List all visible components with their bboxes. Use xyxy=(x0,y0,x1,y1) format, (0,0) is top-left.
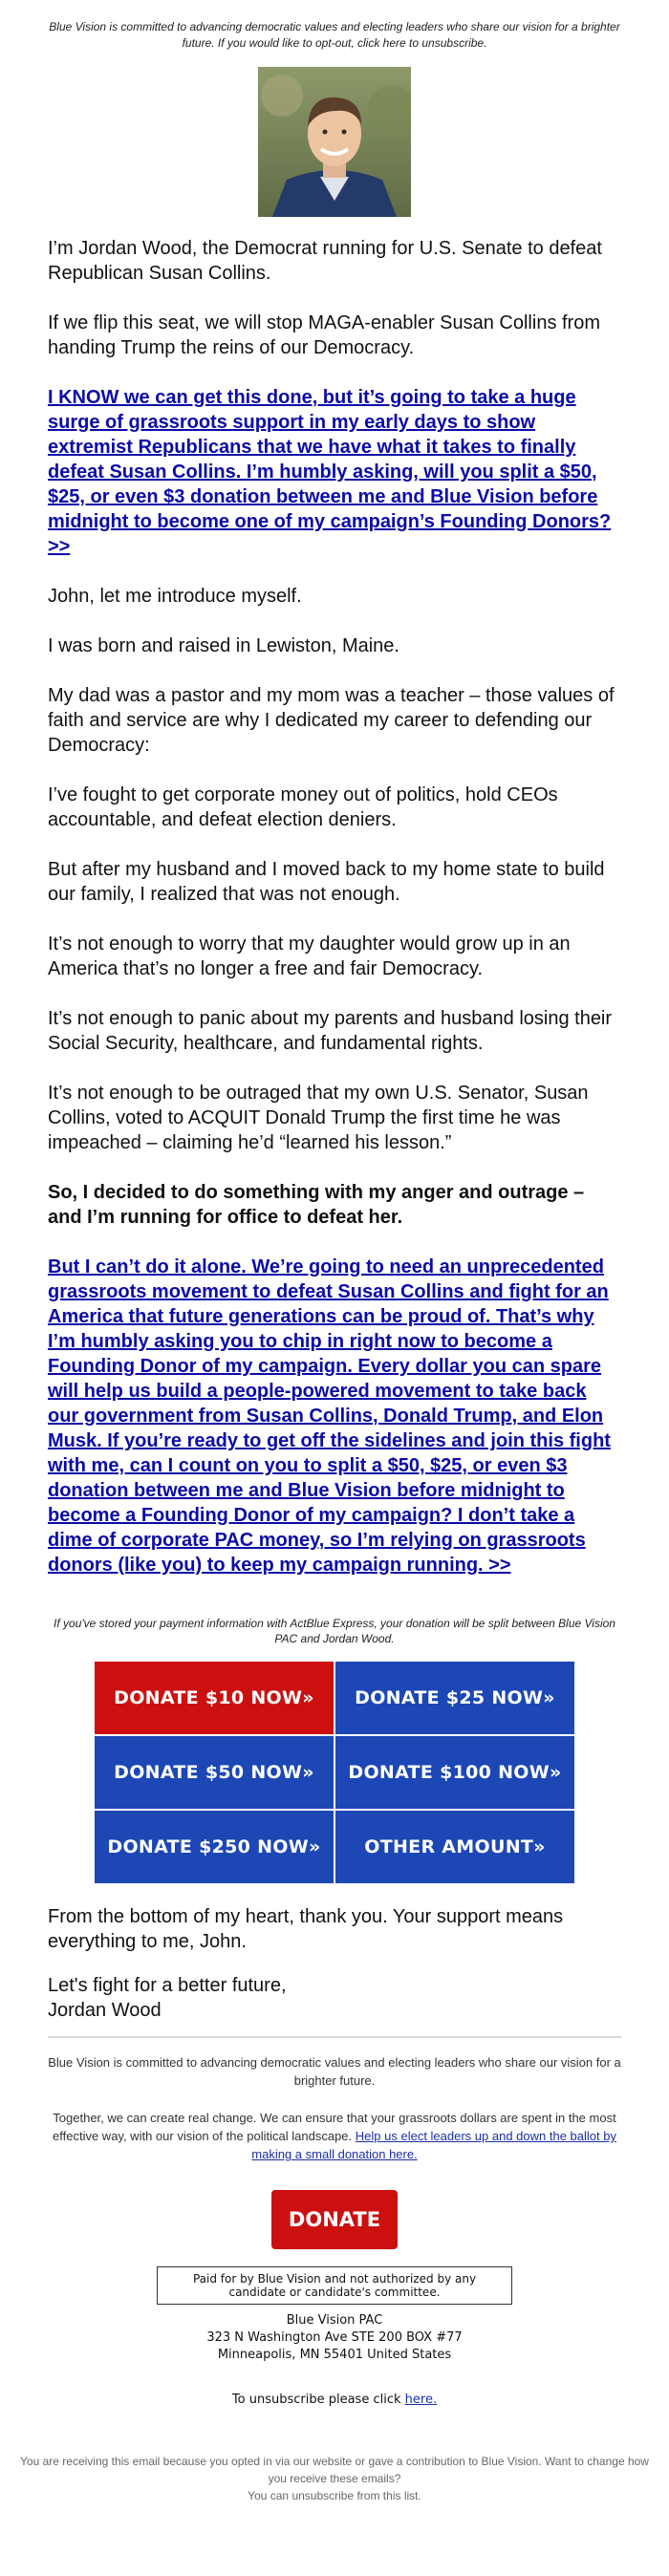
footer-mission: Blue Vision is committed to advancing democratic values and electing leaders who share our vision for a brighter future. xyxy=(48,2055,621,2088)
footer-together-text: Together, we can create real change. We can ensure that your grassroots dollars are spent in the most effective way, with our vision of the political landscape. xyxy=(53,2111,616,2143)
family-paragraph: My dad was a pastor and my mom was a teacher – those values of faith and service are why I dedicated my career to defending our Democracy: xyxy=(48,685,615,756)
introduce-paragraph: John, let me introduce myself. xyxy=(48,586,302,607)
unsubscribe-text: To unsubscribe please click xyxy=(231,2393,401,2407)
candidate-portrait xyxy=(258,67,411,217)
signoff xyxy=(48,1973,621,2023)
flip-seat-paragraph: If we flip this seat, we will stop MAGA-enabler Susan Collins from handing Trump the reins of our Democracy. xyxy=(48,312,600,358)
hometown-paragraph: I was born and raised in Lewiston, Maine. xyxy=(48,635,399,656)
message-content xyxy=(48,236,621,1578)
address-line-2: Minneapolis, MN 55401 United States xyxy=(217,2348,452,2362)
unsubscribe-link[interactable]: here. xyxy=(404,2393,438,2407)
signoff-line: Let's fight for a better future, xyxy=(48,1975,287,1996)
donate-250-button[interactable]: DONATE $250 NOW» xyxy=(95,1811,334,1883)
parents-paragraph: It’s not enough to panic about my parents and husband losing their Social Security, healthcare, and fundamental rights. xyxy=(48,1008,613,1054)
donate-other-amount-button[interactable]: OTHER AMOUNT» xyxy=(335,1811,574,1883)
address-line-1: 323 N Washington Ave STE 200 BOX #77 xyxy=(206,2330,463,2345)
receiving-notice xyxy=(10,2453,659,2504)
org-address xyxy=(48,2312,621,2364)
donate-100-button[interactable]: DONATE $100 NOW» xyxy=(335,1736,574,1809)
founding-donor-appeal xyxy=(48,385,621,559)
running-paragraph: So, I decided to do something with my anger and outrage – and I’m running for office to defeat her. xyxy=(48,1182,585,1228)
intro-paragraph: I’m Jordan Wood, the Democrat running for U.S. Senate to defeat Republican Susan Collins. xyxy=(48,238,602,284)
career-paragraph: I’ve fought to get corporate money out of politics, hold CEOs accountable, and defeat election deniers. xyxy=(48,784,558,830)
grassroots-donate-link[interactable]: But I can’t do it alone. We’re going to need an unprecedented grassroots movement to defeat Susan Collins and fight for an America that future generations can be proud of. That’s why I’m humbly asking you to chip in right now to become a Founding Donor of my campaign. Every dollar you can spare will help us build a people-powered movement to take back our government from Susan Collins, Donald Trump, and Elon Musk. If you’re ready to get off the sidelines and join this fight with me, can I count on you to split a $50, $25, or even $3 donation between me and Blue Vision before midnight to become a Founding Donor of my campaign? I don’t take a dime of corporate PAC money, so I’m relying on grassroots donors (like you) to keep my campaign running. >> xyxy=(48,1256,611,1576)
paid-for-disclaimer: Paid for by Blue Vision and not authorized by any candidate or candidate's committee. xyxy=(157,2266,512,2305)
collins-paragraph: It’s not enough to be outraged that my own U.S. Senator, Susan Collins, voted to ACQUIT Donald Trump the first time he was impeached – claiming he’d “learned his lesson.” xyxy=(48,1083,589,1153)
daughter-paragraph: It’s not enough to worry that my daughter would grow up in an America that’s no longer a free and fair Democracy. xyxy=(48,934,571,979)
donate-10-button[interactable]: DONATE $10 NOW» xyxy=(95,1662,334,1734)
receiving-notice-line-1: You are receiving this email because you opted in via our website or gave a contribution to Blue Vision. Want to change how you receive these emails? xyxy=(20,2455,649,2485)
footer-donate-button[interactable]: DONATE xyxy=(271,2190,398,2249)
footer-together xyxy=(48,2109,621,2163)
founding-donor-link[interactable]: I KNOW we can get this done, but it’s going to take a huge surge of grassroots support in my early days to show extremist Republicans that we have what it takes to finally defeat Susan Collins. I’m humbly asking, will you split a $50, $25, or even $3 donation between me and Blue Vision before midnight to become one of my campaign’s Founding Donors? >> xyxy=(48,387,612,557)
thank-you-paragraph: From the bottom of my heart, thank you. Your support means everything to me, John. xyxy=(48,1906,564,1952)
receiving-notice-line-2[interactable]: You can unsubscribe from this list. xyxy=(248,2489,421,2502)
moved-home-paragraph: But after my husband and I moved back to my home state to build our family, I realized that was not enough. xyxy=(48,859,605,905)
closing-section xyxy=(48,1904,621,2023)
header-notice[interactable]: Blue Vision is committed to advancing democratic values and electing leaders who share our vision for a brighter future. If you would like to opt-out, click here to unsubscribe. xyxy=(49,20,620,50)
footer-donate-link[interactable]: Help us elect leaders up and down the ballot by making a small donation here. xyxy=(251,2129,616,2161)
org-name: Blue Vision PAC xyxy=(286,2313,383,2328)
signature-name: Jordan Wood xyxy=(48,2000,162,2021)
grassroots-appeal xyxy=(48,1255,621,1578)
actblue-note: If you've stored your payment information with ActBlue Express, your donation will be split between Blue Vision PAC and Jordan Wood. xyxy=(54,1617,615,1645)
unsubscribe-line xyxy=(48,2393,621,2407)
footer-divider xyxy=(48,2036,621,2038)
donate-button-grid xyxy=(95,1662,574,1883)
donate-50-button[interactable]: DONATE $50 NOW» xyxy=(95,1736,334,1809)
donate-25-button[interactable]: DONATE $25 NOW» xyxy=(335,1662,574,1734)
